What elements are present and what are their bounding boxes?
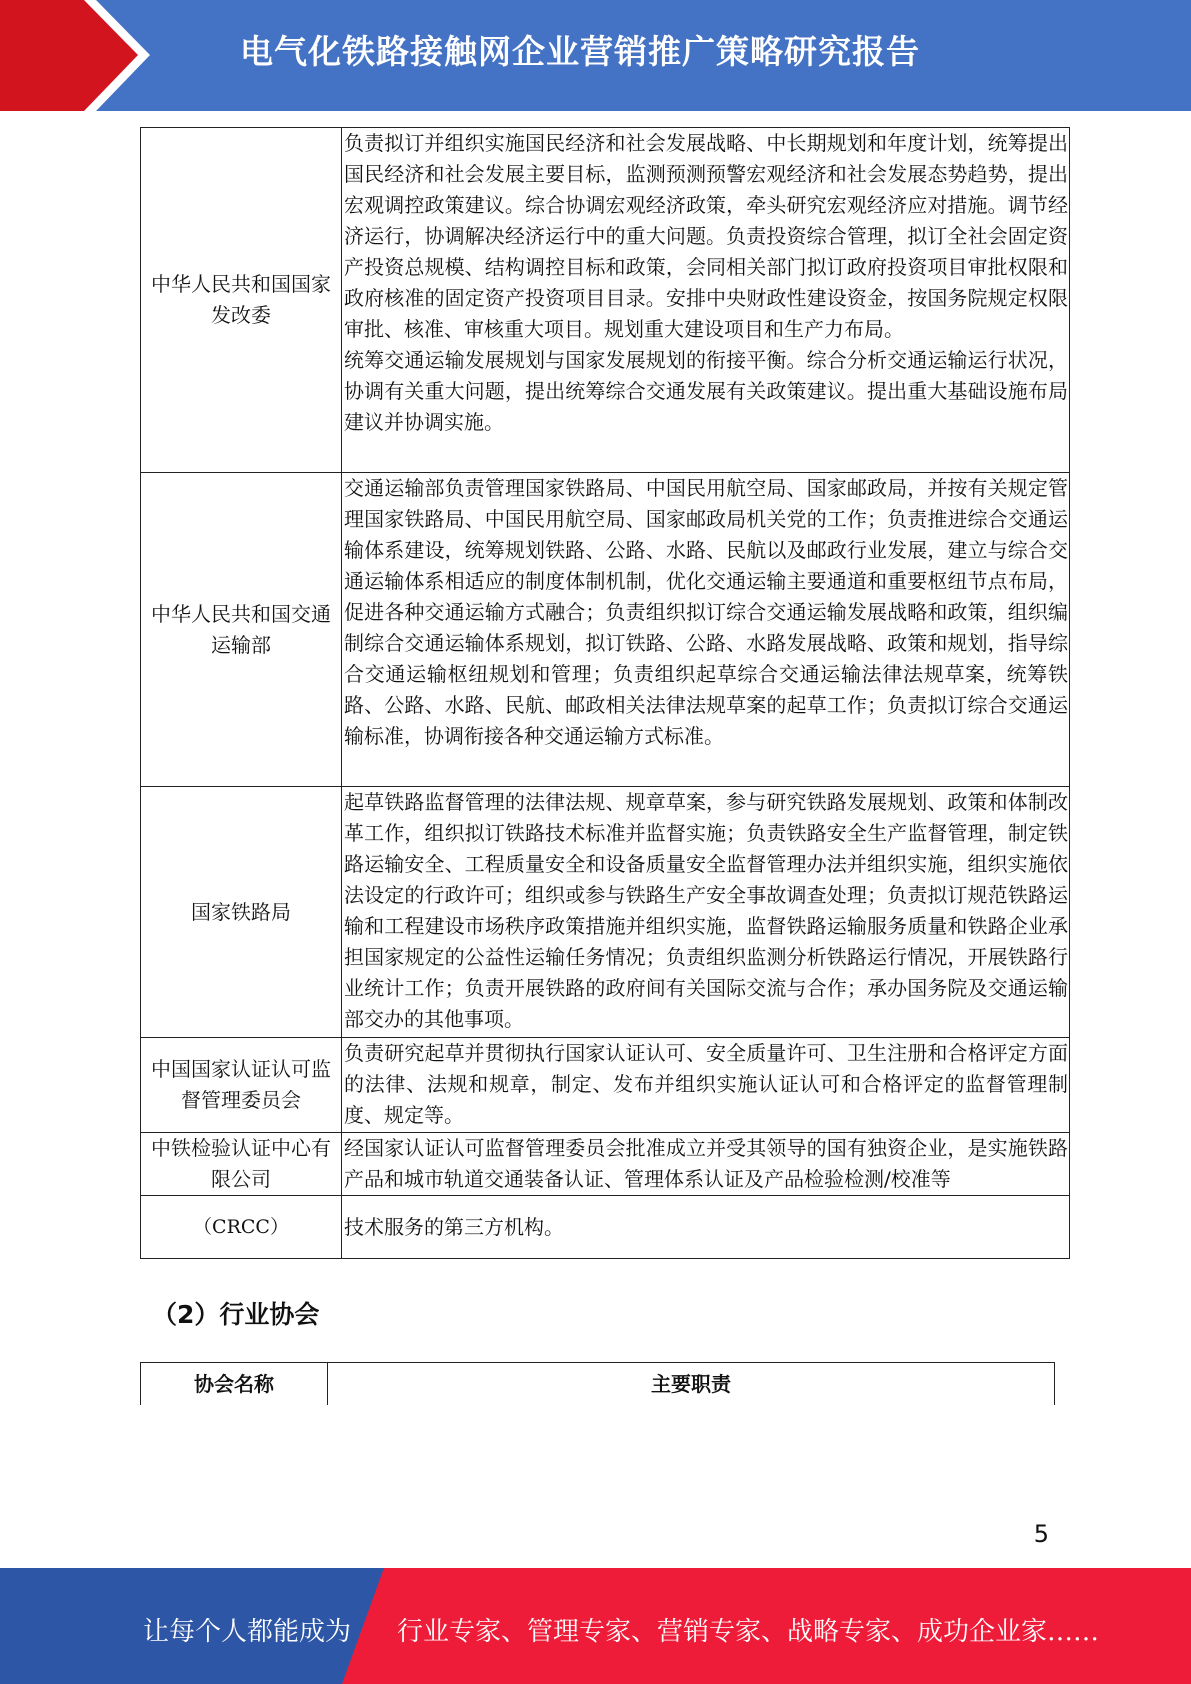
- duty-cell: 起草铁路监督管理的法律法规、规章草案，参与研究铁路发展规划、政策和体制改革工作，组织拟订铁路技术标准并监督实施；负责铁路安全生产监督管理，制定铁路运输安全、工程质量安全和设备质量安全监督管理办法并组织实施，组织实施依法设定的行政许可；组织或参与铁路生产安全事故调查处理；负责拟订规范铁路运输和工程建设市场秩序政策措施并组织实施，监督铁路运输服务质量和铁路企业承担国家规定的公益性运输任务情况；负责组织监测分析铁路运行情况，开展铁路行业统计工作；负责开展铁路的政府间有关国际交流与合作；承办国务院及交通运输部交办的其他事项。: [342, 787, 1070, 1038]
- duty-cell: 经国家认证认可监督管理委员会批准成立并受其领导的国有独资企业，是实施铁路产品和城市轨道交通装备认证、管理体系认证及产品检验检测/校准等: [342, 1133, 1070, 1196]
- table-row: [141, 473, 1070, 787]
- duty-cell: 交通运输部负责管理国家铁路局、中国民用航空局、国家邮政局，并按有关规定管理国家铁路局、中国民用航空局、国家邮政局机关党的工作；负责推进综合交通运输体系建设，统筹规划铁路、公路、水路、民航以及邮政行业发展，建立与综合交通运输体系相适应的制度体制机制，优化交通运输主要通道和重要枢纽节点布局，促进各种交通运输方式融合；负责组织拟订综合交通运输发展战略和政策，组织编制综合交通运输体系规划，拟订铁路、公路、水路发展战略、政策和规划，指导综合交通运输枢纽规划和管理；负责组织起草综合交通运输法律法规草案，统筹铁路、公路、水路、民航、邮政相关法律法规草案的起草工作；负责拟订综合交通运输标准，协调衔接各种交通运输方式标准。: [342, 473, 1070, 787]
- duty-cell: 技术服务的第三方机构。: [342, 1196, 1070, 1259]
- column-header-main-duties: 主要职责: [328, 1363, 1055, 1406]
- table-row: [141, 128, 1070, 473]
- org-name-cell: （CRCC）: [141, 1196, 342, 1259]
- org-name-cell: 中华人民共和国国家发改委: [141, 128, 342, 473]
- agency-duties-table: [140, 127, 1070, 1259]
- footer-slogan-right: 行业专家、管理专家、营销专家、战略专家、成功企业家……: [397, 1617, 1100, 1647]
- footer-slogan-left: 让每个人都能成为: [143, 1617, 352, 1647]
- table-row: [141, 787, 1070, 1038]
- table-header-row: [141, 1363, 1055, 1406]
- page-number: 5: [1033, 1520, 1049, 1548]
- duty-paragraph: 统筹交通运输发展规划与国家发展规划的衔接平衡。综合分析交通运输运行状况，协调有关重大问题，提出统筹综合交通发展有关政策建议。提出重大基础设施布局建议并协调实施。: [344, 348, 1068, 434]
- org-name-cell: 中华人民共和国交通运输部: [141, 473, 342, 787]
- table-row: [141, 1196, 1070, 1259]
- page-footer: [0, 1568, 1191, 1684]
- header-chevron-red: [0, 0, 138, 111]
- org-name-cell: 国家铁路局: [141, 787, 342, 1038]
- section-heading: （2）行业协会: [152, 1300, 320, 1329]
- association-table: [140, 1362, 1055, 1405]
- page-header: [0, 0, 1191, 111]
- duty-cell: [342, 128, 1070, 473]
- report-title: 电气化铁路接触网企业营销推广策略研究报告: [240, 32, 920, 71]
- table-row: [141, 1133, 1070, 1196]
- org-name-cell: 中国国家认证认可监督管理委员会: [141, 1038, 342, 1133]
- duty-cell: 负责研究起草并贯彻执行国家认证认可、安全质量许可、卫生注册和合格评定方面的法律、法规和规章，制定、发布并组织实施认证认可和合格评定的监督管理制度、规定等。: [342, 1038, 1070, 1133]
- org-name-cell: 中铁检验认证中心有限公司: [141, 1133, 342, 1196]
- table-row: [141, 1038, 1070, 1133]
- duty-paragraph: 负责拟订并组织实施国民经济和社会发展战略、中长期规划和年度计划，统筹提出国民经济和社会发展主要目标，监测预测预警宏观经济和社会发展态势趋势，提出宏观调控政策建议。综合协调宏观经济政策，牵头研究宏观经济应对措施。调节经济运行，协调解决经济运行中的重大问题。负责投资综合管理，拟订全社会固定资产投资总规模、结构调控目标和政策，会同相关部门拟订政府投资项目审批权限和政府核准的固定资产投资项目目录。安排中央财政性建设资金，按国务院规定权限审批、核准、审核重大项目。规划重大建设项目和生产力布局。: [344, 131, 1068, 341]
- column-header-association-name: 协会名称: [141, 1363, 328, 1406]
